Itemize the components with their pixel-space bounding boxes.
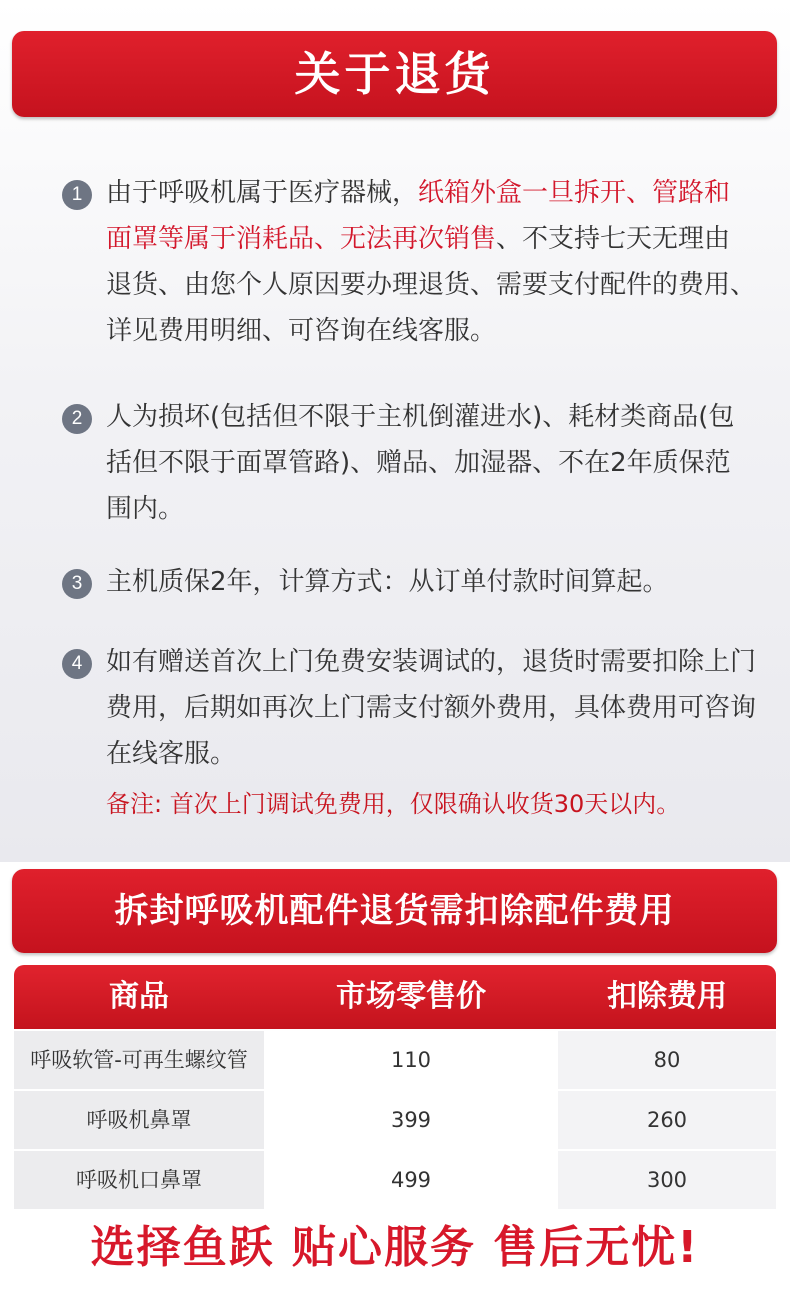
number-badge: 3	[62, 569, 92, 599]
fee-table	[14, 965, 776, 1209]
policy-item-text: 由于呼吸机属于医疗器械，纸箱外盒一旦拆开、管路和面罩等属于消耗品、无法再次销售、不支持七天无理由退货、由您个人原因要办理退货、需要支付配件的费用、详见费用明细、可咨询在线客服。	[106, 178, 757, 346]
price-cell: 399	[264, 1091, 558, 1149]
header-deduction: 扣除费用	[607, 979, 727, 1014]
deduction-cell: 260	[558, 1091, 776, 1149]
highlight-text: 纸箱外盒一旦拆开、管路和面罩等属于消耗品、无法再次销售	[106, 178, 731, 254]
deduction-cell: 300	[558, 1151, 776, 1209]
policy-item-text: 主机质保2年，计算方式：从订单付款时间算起。	[106, 567, 669, 597]
policy-item-text: 如有赠送首次上门免费安装调试的，退货时需要扣除上门费用，后期如再次上门需支付额外费用，具体费用可咨询在线客服。	[106, 647, 757, 769]
service-slogan: 选择鱼跃 贴心服务 售后无忧!	[90, 1222, 700, 1273]
deduction-cell: 80	[558, 1031, 776, 1089]
table-header	[14, 965, 776, 1029]
policy-item-text: 人为损坏(包括但不限于主机倒灌进水)、耗材类商品(包括但不限于面罩管路)、赠品、加湿器、不在2年质保范围内。	[106, 402, 735, 524]
header-retail-price: 市场零售价	[336, 979, 486, 1014]
price-cell: 499	[264, 1151, 558, 1209]
product-cell: 呼吸软管-可再生螺纹管	[14, 1031, 264, 1089]
product-cell: 呼吸机口鼻罩	[14, 1151, 264, 1209]
remark-note: 备注: 首次上门调试免费用，仅限确认收货30天以内。	[106, 790, 681, 818]
fee-deduction-title: 拆封呼吸机配件退货需扣除配件费用	[12, 869, 777, 953]
number-badge: 2	[62, 404, 92, 434]
number-badge: 1	[62, 180, 92, 210]
table-row	[14, 1091, 776, 1149]
table-row	[14, 1151, 776, 1209]
return-policy-title: 关于退货	[12, 31, 777, 117]
price-cell: 110	[264, 1031, 558, 1089]
number-badge: 4	[62, 649, 92, 679]
table-row	[14, 1031, 776, 1089]
product-cell: 呼吸机鼻罩	[14, 1091, 264, 1149]
header-product: 商品	[109, 979, 169, 1014]
